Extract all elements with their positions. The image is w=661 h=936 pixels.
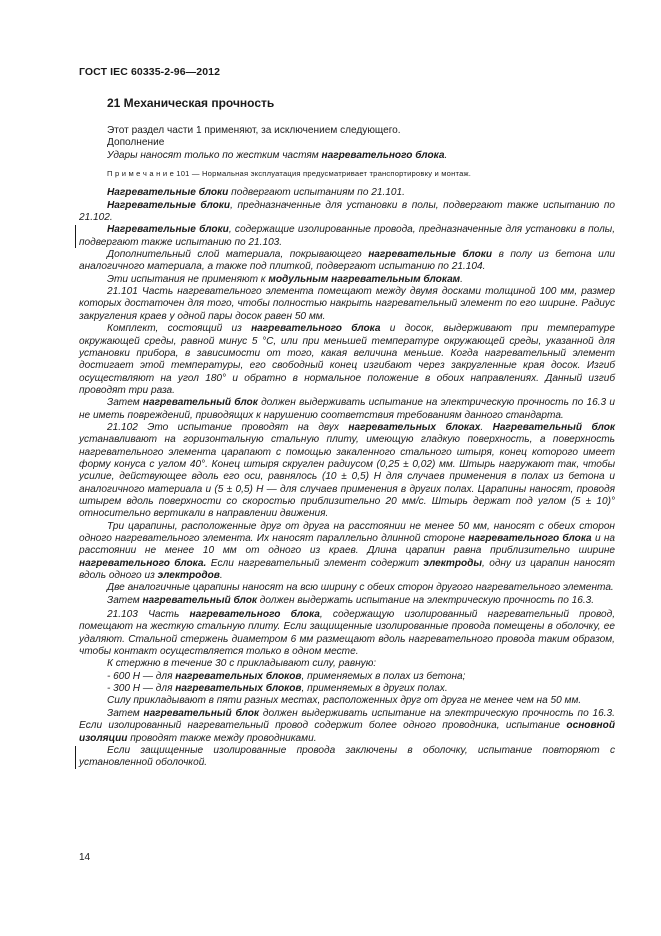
- term-bold: модульным нагревательным блокам: [268, 273, 461, 285]
- paragraph-p01: [79, 125, 615, 137]
- text-run: , содержащие изолированные провода, предназначенные для установки в полы, подвергают также испытанию по 21.103.: [79, 224, 615, 248]
- paragraph-p14: [79, 521, 615, 583]
- term-bold: нагревательного блока: [189, 609, 320, 621]
- term-bold: основной изоляции: [79, 720, 615, 744]
- term-bold: электроды: [423, 557, 483, 569]
- paragraph-p11: [79, 323, 615, 397]
- text-run: и досок, выдерживают при температуре окружающей среды, равной минус 5 °С, или при меньшей температуре окружающей среды, указанной для установки прибора, в зависимости от того, какая величина меньше. Когда нагревательный элемент достигает этой температуры, его свободный конец изгибают через закругленные края досок. Изгиб осуществляют на угол 180° и обратно в нормальное положение в обоих направлениях. Данный изгиб проводят три раза.: [79, 323, 615, 396]
- term-bold: нагревательного блока: [321, 149, 445, 161]
- text-run: 21.102 Это испытание проводят на двух: [107, 421, 349, 433]
- text-run: устанавливают на горизонтальную стальную плиту, имеющую гладкую поверхность, а поверхность нагревательного элемента царапают с помощью закаленного стального штыря, конец которого имеет форму конуса с углом 40°. Конец штыря скруглен радиусом (0,25 ± 0,02) мм. Штырь нагружают так, чтобы усилие, действующее вдоль его оси, равнялось (10 ± 0,5) Н для случаев применения в полах из бетона и аналогичного материала и (5 ± 0,5) Н — для случаев применения в других полах. Царапины наносят, проводя штырем вдоль поверхности со скоростью приблизительно 20 мм/с. Штырь держат под углом (5 ± 10)° относительно вертикали в направлении движения.: [79, 434, 615, 520]
- text-run: в полу из бетона или аналогичного материала, а также под плиткой, подвергают испытанию по 21.104.: [79, 249, 616, 273]
- term-bold: Нагревательные блоки: [107, 199, 231, 211]
- paragraph-p04: [79, 168, 615, 180]
- text-run: - 600 Н — для: [107, 670, 176, 682]
- text-run: Три царапины, расположенные друг от друга на расстоянии не менее 50 мм, наносят с обеих сторон одного нагревательного элемента. Их наносят параллельно длинной стороне: [79, 520, 615, 544]
- term-bold: нагревательного блока: [251, 323, 381, 335]
- term-bold: нагревательный блок: [142, 594, 257, 606]
- text-run: 21.103 Часть: [107, 609, 190, 621]
- term-bold: нагревательных блоках: [348, 421, 481, 433]
- paragraph-p17: [79, 609, 615, 658]
- paragraph-p02: [79, 137, 615, 149]
- text-run: .: [460, 273, 463, 285]
- paragraph-p19: [79, 671, 615, 683]
- text-run: Затем: [107, 397, 143, 409]
- paragraph-p15: [79, 582, 615, 594]
- term-bold: нагревательный блок: [143, 707, 260, 719]
- text-run: Дополнительный слой материала, покрывающего: [107, 249, 369, 261]
- term-bold: нагревательные блоки: [368, 249, 493, 261]
- text-run: - 300 Н — для: [107, 683, 176, 695]
- paragraph-p06: [79, 200, 615, 225]
- term-bold: нагревательного блока: [468, 533, 592, 544]
- paragraph-p20: [79, 683, 615, 695]
- paragraph-p21: [79, 695, 615, 707]
- section-body: [79, 125, 615, 770]
- paragraph-p23: [79, 745, 615, 770]
- text-run: , применяемых в полах из бетона;: [301, 670, 466, 682]
- text-run: 21.101 Часть нагревательного элемента помещают между двумя досками толщиной 100 мм, размер которых достаточен для того, чтобы полностью накрыть нагревательный элемент по его ширине. Радиус закругления краев у одной пары досок равен 50 мм.: [79, 286, 615, 322]
- document-header: ГОСТ IEC 60335-2-96—2012: [79, 66, 221, 78]
- term-bold: нагревательных блоков: [175, 670, 302, 682]
- text-run: .: [480, 421, 493, 433]
- paragraph-p12: [79, 397, 615, 422]
- paragraph-p10: [79, 286, 615, 323]
- section-title: 21 Механическая прочность: [107, 96, 275, 110]
- text-run: Дополнение: [107, 137, 165, 149]
- text-run: Если защищенные изолированные провода заключены в оболочку, испытание повторяют с установленной оболочкой.: [79, 744, 615, 769]
- text-run: Эти испытания не применяют к: [107, 273, 269, 285]
- text-run: , одну из царапин наносят вдоль одного из: [79, 557, 615, 582]
- text-run: П р и м е ч а н и е 101 — Нормальная эксплуатация предусматривает транспортировку и монтаж.: [107, 169, 472, 179]
- paragraph-p16: [79, 595, 615, 607]
- text-run: Комплект, состоящий из: [107, 323, 252, 335]
- text-run: К стержню в течение 30 с прикладывают силу, равную:: [107, 658, 377, 670]
- text-run: должен выдерживать испытание на электрическую прочность по 16.3. Если изолированный нагревательный провод содержит более одного проводника, испытание: [79, 707, 615, 732]
- text-run: проводят также между проводниками.: [127, 732, 317, 744]
- term-bold: Нагревательные блоки: [107, 224, 229, 236]
- text-run: Этот раздел части 1 применяют, за исключением следующего.: [107, 125, 401, 136]
- term-bold: электродов: [157, 570, 220, 582]
- page-number: 14: [79, 852, 91, 863]
- text-run: , содержащую изолированный нагревательный провод, помещают на жесткую стальную плиту. Если защищенные изолированные провода помещены в оболочку, ее удаляют. Стальной стержень диаметром 6 мм размещают вдоль нагревательного провода таким образом, чтобы контакт осуществляется только в одном месте.: [79, 609, 615, 658]
- term-bold: нагревательный блок: [142, 397, 258, 409]
- paragraph-p05: [79, 187, 615, 199]
- paragraph-p08: [79, 249, 615, 274]
- text-run: должен выдерживать испытание на электрическую прочность по 16.3 и не иметь повреждений, приводящих к нарушению соответствия требованиям данного стандарта.: [79, 397, 616, 421]
- text-run: Затем: [107, 594, 143, 606]
- text-run: Силу прикладывают в пяти разных местах, расположенных друг от друга не менее чем на 50 мм.: [107, 695, 582, 707]
- text-run: Удары наносят только по жестким частям: [107, 149, 322, 161]
- text-run: должен выдержать испытание на электрическую прочность по 16.3.: [257, 594, 595, 606]
- text-run: подвергают испытаниям по 21.101.: [228, 187, 405, 199]
- paragraph-p03: [79, 150, 615, 162]
- paragraph-p13: [79, 422, 615, 521]
- text-run: , предназначенные для установки в полы, подвергают также испытанию по 21.102.: [79, 199, 615, 224]
- text-run: Если нагревательный элемент содержит: [206, 557, 424, 569]
- term-bold: нагревательных блоков: [175, 683, 302, 695]
- term-bold: Нагревательный блок: [492, 421, 615, 433]
- term-bold: нагревательного блока.: [79, 557, 207, 569]
- paragraph-p09: [79, 274, 615, 286]
- text-run: .: [219, 570, 223, 582]
- paragraph-p22: [79, 708, 615, 745]
- text-run: .: [444, 149, 448, 161]
- text-run: , применяемых в других полах.: [301, 683, 448, 695]
- text-run: Две аналогичные царапины наносят на всю ширину с обеих сторон другого нагревательного элемента.: [107, 582, 614, 594]
- text-run: Затем: [107, 707, 144, 719]
- term-bold: Нагревательные блоки: [107, 187, 229, 199]
- paragraph-p07: [79, 224, 615, 249]
- text-run: и на расстоянии не менее 10 мм от одного из краев. Длина царапин равна приблизительно ширине: [79, 533, 615, 557]
- paragraph-p18: [79, 658, 615, 670]
